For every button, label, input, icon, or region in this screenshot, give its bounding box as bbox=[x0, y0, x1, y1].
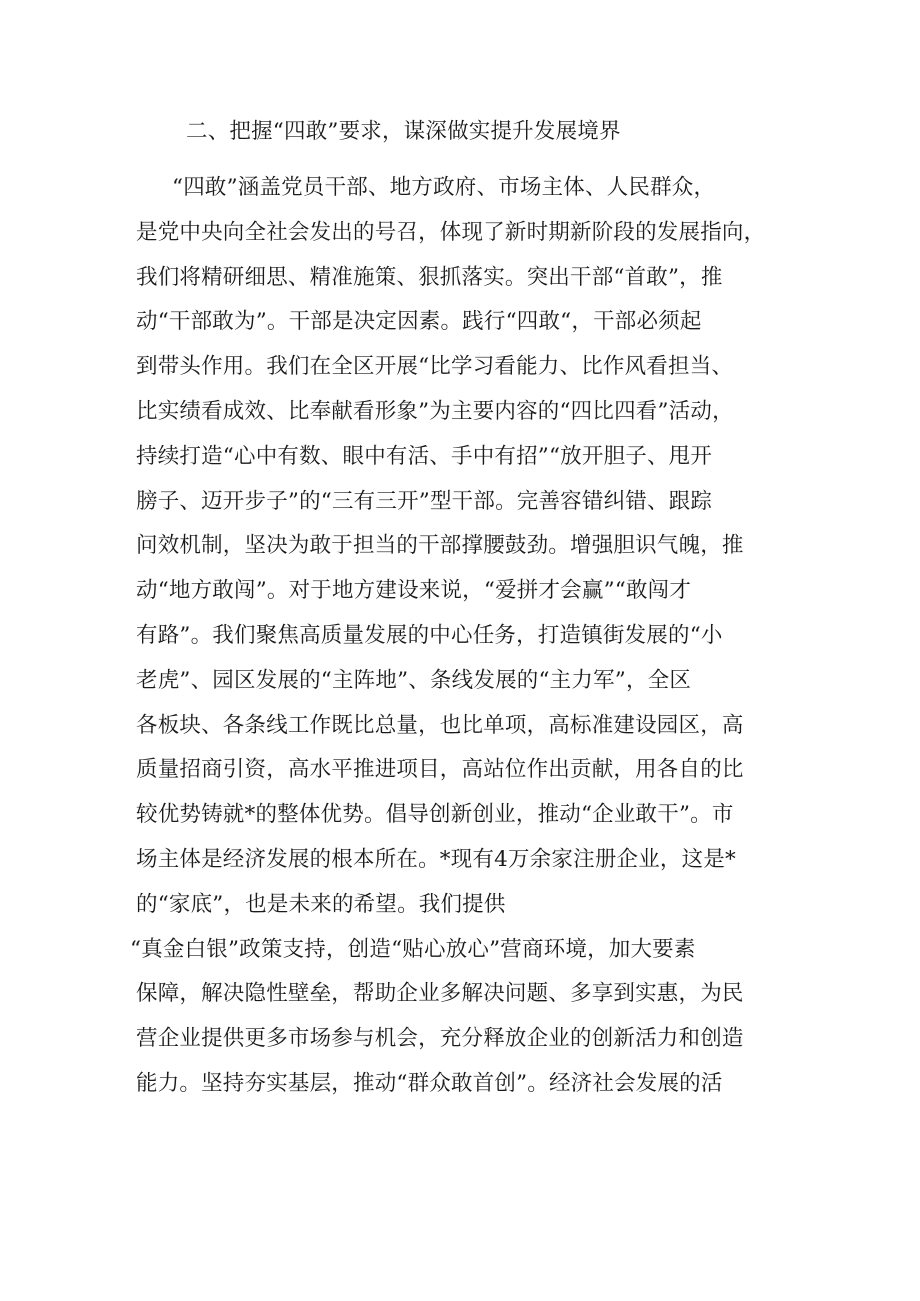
paragraph-line: 到带头作用。我们在全区开展“比学习看能力、比作风看担当、 bbox=[136, 354, 734, 379]
paragraph-line: 场主体是经济发展的根本所在。*现有4万余家注册企业，这是* bbox=[136, 847, 736, 872]
paragraph-line: “真金白银”政策支持，创造“贴心放心”营商环境，加大要素 bbox=[130, 937, 696, 962]
paragraph-line: 的“家底”，也是未来的希望。我们提供 bbox=[136, 892, 506, 917]
paragraph-line: 比实绩看成效、比奉献看形象”为主要内容的“四比四看”活动， bbox=[136, 399, 734, 424]
paragraph-line: 动“干部敢为”。干部是决定因素。践行“四敢“，干部必须起 bbox=[136, 309, 702, 334]
paragraph-line: 问效机制，坚决为敢于担当的干部撑腰鼓劲。增强胆识气魄，推 bbox=[136, 533, 744, 558]
paragraph-line: 是党中央向全社会发出的号召，体现了新时期新阶段的发展指向， bbox=[136, 220, 766, 245]
paragraph-line: 动“地方敢闯”。对于地方建设来说，“爱拼才会赢”“敢闯才 bbox=[136, 578, 692, 603]
paragraph-line: 持续打造“心中有数、眼中有活、手中有招”“放开胆子、甩开 bbox=[136, 444, 713, 469]
paragraph-line: 有路”。我们聚焦高质量发展的中心任务，打造镇街发展的“小 bbox=[136, 623, 723, 648]
paragraph-line: 营企业提供更多市场参与机会，充分释放企业的创新活力和创造 bbox=[136, 1026, 744, 1051]
paragraph-line: 老虎”、园区发展的“主阵地”、条线发展的“主力军”，全区 bbox=[136, 668, 692, 693]
paragraph-line: 质量招商引资，高水平推进项目，高站位作出贡献，用各自的比 bbox=[136, 757, 744, 782]
paragraph-line: 膀子、迈开步子”的“三有三开”型干部。完善容错纠错、跟踪 bbox=[136, 489, 713, 514]
paragraph-line: 能力。坚持夯实基层，推动“群众敢首创”。经济社会发展的活 bbox=[136, 1071, 723, 1096]
section-heading: 二、把握“四敢”要求，谋深做实提升发展境界 bbox=[186, 119, 621, 144]
paragraph-line: 保障，解决隐性壁垒，帮助企业多解决问题、多享到实惠，为民 bbox=[136, 981, 744, 1006]
paragraph-line: 我们将精研细思、精准施策、狠抓落实。突出干部“首敢”，推 bbox=[136, 265, 723, 290]
paragraph-line: “四敢”涵盖党员干部、地方政府、市场主体、人民群众， bbox=[172, 175, 716, 200]
paragraph-line: 较优势铸就*的整体优势。倡导创新创业，推动“企业敢干”。市 bbox=[136, 802, 734, 827]
paragraph-line: 各板块、各条线工作既比总量，也比单项，高标准建设园区，高 bbox=[136, 713, 744, 738]
